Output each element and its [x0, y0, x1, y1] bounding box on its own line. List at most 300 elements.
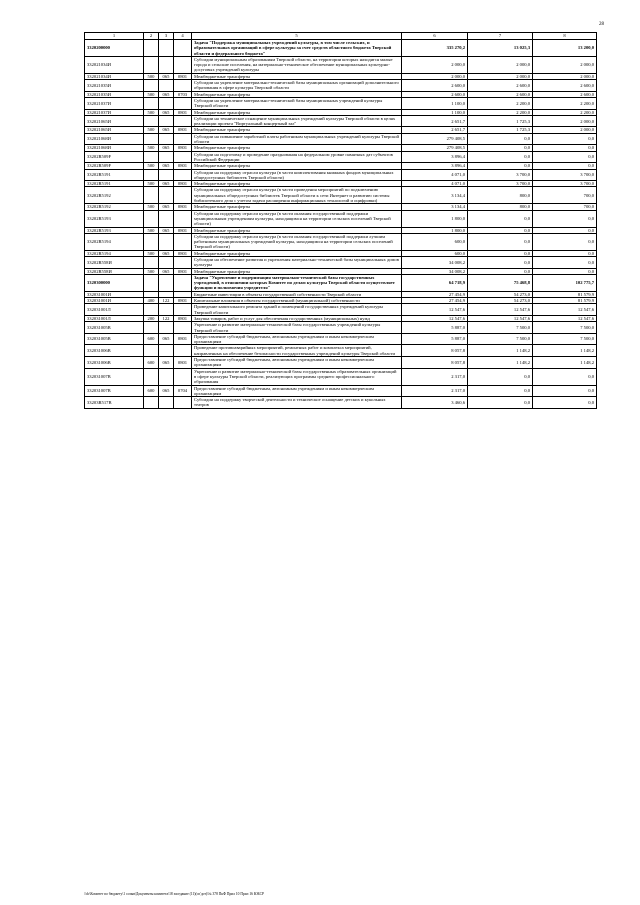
row-code: 332031006В [85, 357, 144, 369]
table-cell [174, 397, 192, 409]
table-cell: 1 800,0 [402, 227, 468, 233]
table-row [85, 256, 597, 268]
table-cell: 0,0 [468, 256, 533, 268]
row-description: Субсидии на поддержку творческой деятельности и техническое оснащение детских и кукольных театров [192, 397, 402, 409]
column-header: 6 [402, 33, 468, 40]
table-cell: 279 408,5 [402, 133, 468, 145]
table-cell [144, 133, 159, 145]
row-code: 332021037И [85, 109, 144, 115]
table-cell: 0,0 [468, 233, 533, 250]
table-row [85, 233, 597, 250]
table-cell: 500 [144, 163, 159, 169]
table-cell [144, 210, 159, 227]
table-cell: 8 057,8 [402, 345, 468, 357]
table-cell: 500 [144, 91, 159, 97]
table-cell: 2 651,7 [402, 127, 468, 133]
row-code: 332021065И [85, 115, 144, 127]
table-cell: 0,0 [533, 163, 597, 169]
table-cell: 600 [144, 357, 159, 369]
table-cell: 800,0 [468, 187, 533, 204]
row-description: Субсидии муниципальным образованиям Тверской области, на территории которых находятся малые города и сельские поселения, на материально-техническое обеспечение муниципальных культурно-досуговых учреждений культуры [192, 56, 402, 73]
table-cell [174, 210, 192, 227]
table-cell: 13 200,0 [533, 40, 597, 57]
column-header: 5 [192, 33, 402, 40]
table-row [85, 151, 597, 163]
table-cell: 1 148,2 [533, 357, 597, 369]
table-cell: 2 200,0 [468, 97, 533, 109]
row-code: 332021034И [85, 73, 144, 79]
table-cell: 2 317,0 [402, 368, 468, 385]
table-cell: 2 000,0 [402, 56, 468, 73]
row-code: 332031001И [85, 291, 144, 297]
row-code: 332031007В [85, 368, 144, 385]
table-cell: 500 [144, 204, 159, 210]
table-cell [144, 169, 159, 181]
table-cell [159, 97, 174, 109]
table-cell: 3 896,4 [402, 151, 468, 163]
row-description: Субсидии на обеспечение развития и укрепления материально-технической базы муниципальных домов культуры [192, 256, 402, 268]
table-cell [174, 345, 192, 357]
row-description: Предоставление субсидий бюджетным, автономным учреждениям и иным некоммерческим организациям [192, 357, 402, 369]
table-cell: 1 148,2 [533, 345, 597, 357]
table-cell: 0,0 [468, 250, 533, 256]
table-cell: 065 [159, 127, 174, 133]
table-cell [144, 233, 159, 250]
table-cell: 2 000,0 [533, 56, 597, 73]
column-header: 4 [174, 33, 192, 40]
table-cell: 2 600,0 [402, 80, 468, 92]
table-cell [174, 304, 192, 316]
table-cell: 500 [144, 181, 159, 187]
table-cell [144, 115, 159, 127]
table-cell [159, 322, 174, 334]
table-cell: 2 000,0 [533, 127, 597, 133]
table-cell [159, 169, 174, 181]
table-cell: 1 100,0 [402, 109, 468, 115]
table-cell: 2 000,0 [468, 56, 533, 73]
table-cell: 600,0 [402, 233, 468, 250]
row-description: Межбюджетные трансферты [192, 109, 402, 115]
table-cell: 0703 [174, 91, 192, 97]
table-cell: 2 651,7 [402, 115, 468, 127]
table-cell: 065 [159, 181, 174, 187]
table-cell: 2 000,0 [533, 115, 597, 127]
row-code: 3320300000 [85, 274, 144, 291]
table-cell: 0,0 [533, 151, 597, 163]
table-cell: 600 [144, 385, 159, 397]
table-row [85, 368, 597, 385]
table-cell [144, 322, 159, 334]
table-cell [144, 151, 159, 163]
table-cell: 500 [144, 268, 159, 274]
table-cell: 2 000,0 [533, 73, 597, 79]
table-row [85, 97, 597, 109]
table-cell: 0,0 [533, 210, 597, 227]
table-cell [159, 115, 174, 127]
table-cell [159, 368, 174, 385]
table-cell: 12 547,6 [402, 304, 468, 316]
table-cell: 0,0 [533, 250, 597, 256]
row-code: 33202R5194 [85, 233, 144, 250]
table-cell: 0,0 [533, 233, 597, 250]
row-description: Межбюджетные трансферты [192, 127, 402, 133]
column-header: 2 [144, 33, 159, 40]
table-cell: 065 [159, 357, 174, 369]
table-cell: 065 [159, 250, 174, 256]
table-cell: 3 700,0 [533, 169, 597, 181]
row-code: 33202R5192 [85, 187, 144, 204]
table-cell: 2 200,0 [533, 97, 597, 109]
table-cell: 279 408,5 [402, 145, 468, 151]
table-cell: 065 [159, 163, 174, 169]
row-code: 33202R5193 [85, 227, 144, 233]
table-cell: 0801 [174, 145, 192, 151]
row-code: 33202R509F [85, 163, 144, 169]
row-description: Задача "Поддержка муниципальных учреждений культуры, в том числе сельских, и образовательных организаций в сфере культуры за счет средств областного бюджета Тверской области и федерального бюджета" [192, 40, 402, 57]
row-code: 332031001Л [85, 304, 144, 316]
table-cell: 54 273,0 [468, 291, 533, 297]
table-cell: 0,0 [468, 227, 533, 233]
row-description: Субсидии на повышение заработной платы работникам муниципальных учреждений культуры Тверской области [192, 133, 402, 145]
row-description: Субсидии на укрепление материально-технической базы муниципальных учреждений культуры Тверской области [192, 97, 402, 109]
table-cell [159, 274, 174, 291]
table-cell: 700,0 [533, 187, 597, 204]
table-cell [174, 151, 192, 163]
table-cell [159, 304, 174, 316]
table-cell: 2 200,0 [468, 109, 533, 115]
table-cell: 81 579,9 [533, 298, 597, 304]
table-cell: 065 [159, 227, 174, 233]
table-cell [159, 210, 174, 227]
row-description: Межбюджетные трансферты [192, 227, 402, 233]
table-cell: 3 460,6 [402, 397, 468, 409]
row-code: 332021068И [85, 145, 144, 151]
table-cell [159, 56, 174, 73]
row-code: 33202R558И [85, 256, 144, 268]
table-cell: 3 134,4 [402, 187, 468, 204]
table-cell: 0,0 [533, 397, 597, 409]
table-cell: 065 [159, 204, 174, 210]
table-cell: 1 725,3 [468, 115, 533, 127]
row-description: Предоставление субсидий бюджетным, автономным учреждениям и иным некоммерческим организациям [192, 333, 402, 345]
table-cell: 065 [159, 109, 174, 115]
table-cell: 75 468,8 [468, 274, 533, 291]
table-cell: 0,0 [533, 145, 597, 151]
table-cell: 27 454,9 [402, 291, 468, 297]
table-cell [174, 256, 192, 268]
table-row [85, 169, 597, 181]
table-cell: 0,0 [533, 385, 597, 397]
table-cell: 0801 [174, 250, 192, 256]
table-cell: 065 [159, 268, 174, 274]
table-cell: 4 071,0 [402, 169, 468, 181]
table-cell [174, 322, 192, 334]
row-code: 332031005В [85, 322, 144, 334]
row-description: Капитальные вложения в объекты государственной (муниципальной) собственности [192, 298, 402, 304]
table-cell: 3 896,4 [402, 163, 468, 169]
table-cell [144, 187, 159, 204]
row-description: Межбюджетные трансферты [192, 145, 402, 151]
table-cell: 065 [159, 73, 174, 79]
table-cell: 400 [144, 298, 159, 304]
table-cell: 0801 [174, 268, 192, 274]
row-description: Проведение противоаварийных мероприятий, ремонтных работ и комплекса мероприятий, направленных на обеспечение безопасности государственных учреждений культуры Тверской области [192, 345, 402, 357]
table-cell: 500 [144, 73, 159, 79]
table-row [85, 210, 597, 227]
column-header: 3 [159, 33, 174, 40]
row-code: 332031005В [85, 333, 144, 345]
table-cell: 27 454,9 [402, 298, 468, 304]
table-cell [174, 97, 192, 109]
column-header: 1 [85, 33, 144, 40]
table-cell: 122 [159, 298, 174, 304]
table-cell [144, 40, 159, 57]
table-cell: 7 500,0 [533, 322, 597, 334]
table-cell [174, 274, 192, 291]
table-cell [174, 80, 192, 92]
table-row [85, 345, 597, 357]
table-cell: 600 [144, 333, 159, 345]
row-description: Межбюджетные трансферты [192, 163, 402, 169]
row-code: 332031001Л [85, 315, 144, 321]
table-cell [144, 397, 159, 409]
table-cell [174, 115, 192, 127]
table-cell: 12 547,6 [533, 315, 597, 321]
table-cell: 81 579,9 [533, 291, 597, 297]
table-cell [144, 304, 159, 316]
row-code: 332021068И [85, 133, 144, 145]
table-cell: 0801 [174, 181, 192, 187]
table-cell [159, 151, 174, 163]
table-cell: 5 887,0 [402, 322, 468, 334]
table-cell: 2 200,0 [533, 109, 597, 115]
table-cell [144, 56, 159, 73]
table-cell: 0,0 [533, 256, 597, 268]
row-code: 332021035И [85, 91, 144, 97]
row-code: 33203R517В [85, 397, 144, 409]
column-header-row [85, 33, 597, 40]
row-description: Субсидии на подготовку и проведение празднования на федеральном уровне памятных дат субъектов Российской Федерации [192, 151, 402, 163]
table-cell: 0801 [174, 333, 192, 345]
table-cell: 0,0 [468, 368, 533, 385]
row-description: Закупка товаров, работ и услуг для обеспечения государственных (муниципальных) нужд [192, 315, 402, 321]
table-cell: 12 547,6 [402, 315, 468, 321]
table-cell [159, 80, 174, 92]
budget-table [84, 32, 597, 409]
table-cell: 1 148,2 [468, 345, 533, 357]
table-cell: 0,0 [468, 397, 533, 409]
row-code: 332021037И [85, 97, 144, 109]
file-path-footer: \\dc\Комитет по бюджету\1 созыв\Документы комитета\18 заседание (11)(сп'дот)\№ 378 ПкФ Прил 10 Прил 16 ЮБСР [84, 892, 264, 896]
table-cell: 7 500,0 [533, 333, 597, 345]
row-code: 332021035И [85, 80, 144, 92]
row-code: 33202R5191 [85, 169, 144, 181]
row-description: Субсидии на поддержку отрасли культура (в части проведения мероприятий по подключению муниципальных общедоступных библиотек Тверской области к сети Интернет и развитию системы библиотечного дела с учетом задачи расширения информационных технологий и оцифровки) [192, 187, 402, 204]
table-cell [144, 274, 159, 291]
table-cell: 700,0 [533, 204, 597, 210]
table-cell [144, 368, 159, 385]
table-cell [144, 97, 159, 109]
row-code: 33202R558И [85, 268, 144, 274]
table-row [85, 322, 597, 334]
table-row [85, 333, 597, 345]
table-row [85, 115, 597, 127]
table-cell: 2 317,0 [402, 385, 468, 397]
table-cell: 7 500,0 [468, 333, 533, 345]
table-cell: 13 025,3 [468, 40, 533, 57]
table-row [85, 133, 597, 145]
row-code: 332031007В [85, 385, 144, 397]
table-cell: 3 700,0 [468, 169, 533, 181]
table-cell: 0801 [174, 127, 192, 133]
table-cell [144, 256, 159, 268]
table-cell [174, 233, 192, 250]
table-cell: 3 134,4 [402, 204, 468, 210]
table-row [85, 397, 597, 409]
table-cell: 500 [144, 145, 159, 151]
column-header: 7 [468, 33, 533, 40]
table-cell: 0,0 [533, 133, 597, 145]
table-cell: 34 008,2 [402, 268, 468, 274]
row-description: Межбюджетные трансферты [192, 250, 402, 256]
table-cell: 12 547,6 [533, 304, 597, 316]
table-cell: 1 100,0 [402, 97, 468, 109]
row-code: 33202R5193 [85, 210, 144, 227]
table-cell: 0801 [174, 315, 192, 321]
table-cell: 0,0 [468, 133, 533, 145]
table-cell: 800,0 [468, 204, 533, 210]
table-row [85, 187, 597, 204]
row-code: 332021034И [85, 56, 144, 73]
table-cell: 8 057,8 [402, 357, 468, 369]
table-cell: 1 800,0 [402, 210, 468, 227]
table-cell: 0801 [174, 204, 192, 210]
table-row [85, 357, 597, 369]
row-code: 33202R509F [85, 151, 144, 163]
table-cell: 12 547,6 [468, 304, 533, 316]
table-cell: 0801 [174, 109, 192, 115]
row-description: Проведение капитального ремонта зданий и помещений государственных учреждений культуры Тверской области [192, 304, 402, 316]
row-description: Субсидии на техническое оснащение муниципальных учреждений культуры Тверской области в целях реализации проекта "Виртуальный концертный зал" [192, 115, 402, 127]
table-row [85, 80, 597, 92]
column-header: 8 [533, 33, 597, 40]
table-row [85, 40, 597, 57]
table-cell: 065 [159, 333, 174, 345]
table-cell: 500 [144, 250, 159, 256]
table-cell: 0,0 [533, 268, 597, 274]
table-cell: 2 000,0 [402, 73, 468, 79]
row-description: Межбюджетные трансферты [192, 73, 402, 79]
table-cell: 64 718,9 [402, 274, 468, 291]
row-description: Укрепление и развитие материально-технической базы государственных учреждений культуры Тверской области [192, 322, 402, 334]
table-cell [174, 40, 192, 57]
table-cell: 600,0 [402, 250, 468, 256]
table-cell: 4 071,0 [402, 181, 468, 187]
table-cell: 0,0 [468, 385, 533, 397]
row-code: 332031006В [85, 345, 144, 357]
row-description: Межбюджетные трансферты [192, 204, 402, 210]
row-code: 33202R5192 [85, 204, 144, 210]
table-cell: 2 600,0 [533, 91, 597, 97]
table-cell [174, 133, 192, 145]
table-cell: 3 700,0 [468, 181, 533, 187]
table-cell: 0,0 [468, 151, 533, 163]
table-cell [174, 187, 192, 204]
table-row [85, 56, 597, 73]
table-cell [144, 345, 159, 357]
table-cell: 1 725,3 [468, 127, 533, 133]
page-number: 28 [599, 22, 604, 27]
table-row [85, 304, 597, 316]
table-cell: 0,0 [468, 163, 533, 169]
table-cell: 2 600,0 [402, 91, 468, 97]
table-row [85, 385, 597, 397]
table-cell [159, 256, 174, 268]
table-cell [159, 397, 174, 409]
table-cell: 5 887,0 [402, 333, 468, 345]
table-cell: 3 700,0 [533, 181, 597, 187]
table-cell [159, 187, 174, 204]
table-cell: 0801 [174, 163, 192, 169]
table-cell: 7 500,0 [468, 322, 533, 334]
row-description: Субсидии на поддержку отрасли культура (в части оказания государственной поддержки лучшим работникам муниципальных учреждений культуры, находящимся на территории сельских поселений Тверской области) [192, 233, 402, 250]
table-cell: 0,0 [468, 268, 533, 274]
table-cell: 0704 [174, 385, 192, 397]
table-cell: 102 775,7 [533, 274, 597, 291]
table-cell: 0801 [174, 357, 192, 369]
table-cell: 2 000,0 [468, 73, 533, 79]
table-cell: 0801 [174, 227, 192, 233]
table-cell: 0,0 [468, 210, 533, 227]
row-description: Субсидии на поддержку отрасли культура (в части оказания государственной поддержки муниципальным учреждениям культуры, находящимся на территории сельских поселений Тверской области) [192, 210, 402, 227]
row-description: Задача "Укрепление и модернизация материально-технической базы государственных учреждений, в отношении которых Комитет по делам культуры Тверской области осуществляет функции и полномочия учредителя" [192, 274, 402, 291]
table-cell: 122 [159, 315, 174, 321]
table-cell: 065 [159, 91, 174, 97]
table-cell: 500 [144, 109, 159, 115]
table-cell: 12 547,6 [468, 315, 533, 321]
row-code: 332031001И [85, 298, 144, 304]
table-cell [144, 80, 159, 92]
row-description: Межбюджетные трансферты [192, 268, 402, 274]
row-code: 3320200000 [85, 40, 144, 57]
table-cell: 0,0 [533, 368, 597, 385]
table-cell: 200 [144, 315, 159, 321]
table-cell [174, 56, 192, 73]
table-cell: 2 600,0 [468, 80, 533, 92]
table-cell [159, 133, 174, 145]
table-cell: 2 600,0 [533, 80, 597, 92]
table-cell: 0,0 [533, 227, 597, 233]
row-code: 332021065И [85, 127, 144, 133]
row-description: Бюджетные инвестиции в объекты государственной собственности Тверской области [192, 291, 402, 297]
table-cell: 0,0 [468, 145, 533, 151]
row-description: Предоставление субсидий бюджетным, автономным учреждениям и иным некоммерческим организациям [192, 385, 402, 397]
table-cell: 0801 [174, 73, 192, 79]
table-cell: 0801 [174, 298, 192, 304]
table-cell: 335 270,2 [402, 40, 468, 57]
table-cell [159, 40, 174, 57]
row-description: Субсидии на поддержку отрасли культура (в части комплектования книжных фондов муниципальных общедоступных библиотек Тверской области) [192, 169, 402, 181]
table-cell: 500 [144, 227, 159, 233]
table-cell: 34 008,2 [402, 256, 468, 268]
row-description: Межбюджетные трансферты [192, 91, 402, 97]
row-code: 33202R5191 [85, 181, 144, 187]
row-description: Укрепление и развитие материально-технической базы государственных образовательных организаций в сфере культуры Тверской области, реализующих программы среднего профессионального образования [192, 368, 402, 385]
table-cell [174, 169, 192, 181]
table-cell: 500 [144, 127, 159, 133]
table-cell [174, 368, 192, 385]
table-cell: 1 148,2 [468, 357, 533, 369]
